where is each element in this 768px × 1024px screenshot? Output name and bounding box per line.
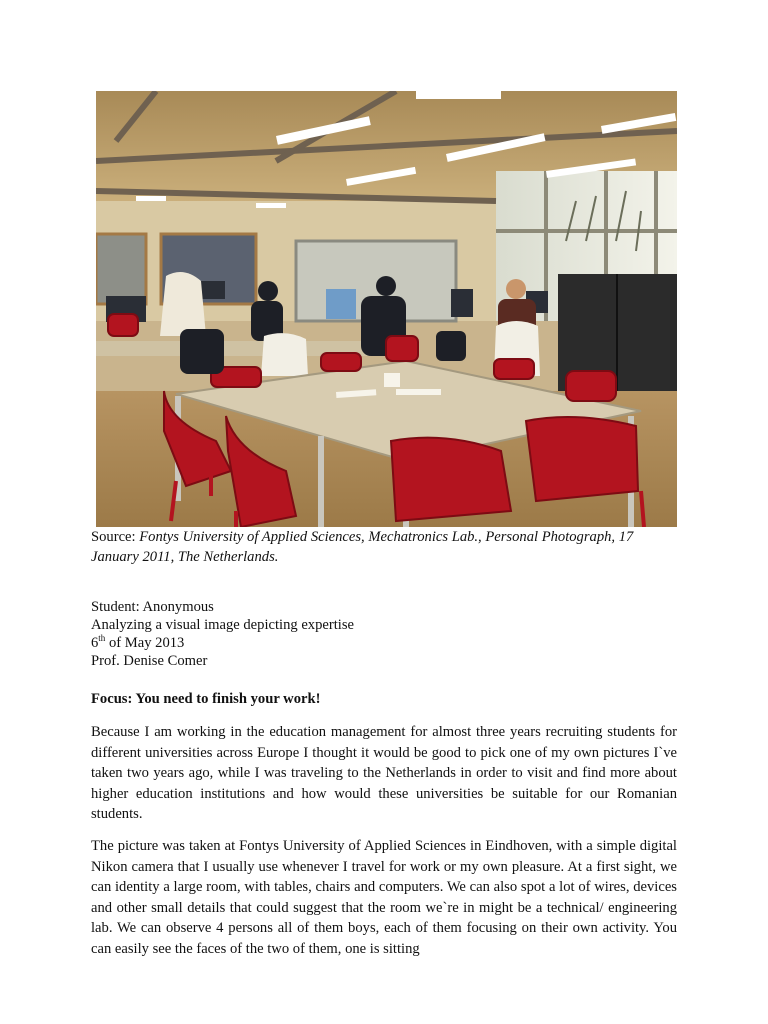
student-line: Student: Anonymous	[91, 599, 214, 615]
date-rest: of May 2013	[105, 635, 185, 651]
date-suffix: th	[98, 633, 106, 644]
assignment-line: Analyzing a visual image depicting expertise	[91, 617, 355, 633]
body-paragraph: Because I am working in the education management for almost three years recruiting students for different universities across Europe I thought it would be good to pick one of my own pictures I`ve taken two years ago, while I was traveling to the Netherlands in order to visit and find more about higher education institutions and how would these universities be suitable for our Romanian students.	[91, 724, 677, 823]
photo-source-caption	[91, 527, 679, 567]
source-label: Source:	[91, 529, 140, 545]
date-line	[91, 634, 679, 652]
date-day: 6	[91, 635, 99, 651]
body-paragraph: The picture was taken at Fontys University of Applied Sciences in Eindhoven, with a simple digital Nikon camera that I usually use whenever I travel for work or my own pleasure. At a first sight, we can identity a large room, with tables, chairs and computers. We can also spot a lot of wires, devices and other small details that could suggest that the room we`re in might be a technical/ engineering lab. We can observe 4 persons all of them boys, each of them focusing on their own activity. You can easily see the faces of the two of them, one is sitting	[91, 838, 677, 957]
professor-line: Prof. Denise Comer	[91, 653, 208, 669]
source-citation: Fontys University of Applied Sciences, Mechatronics Lab., Personal Photograph, 17 January 2011, The Netherlands.	[91, 529, 634, 565]
focus-heading: Focus: You need to finish your work!	[91, 691, 321, 707]
lab-photograph	[96, 91, 677, 527]
document-header	[91, 598, 679, 670]
